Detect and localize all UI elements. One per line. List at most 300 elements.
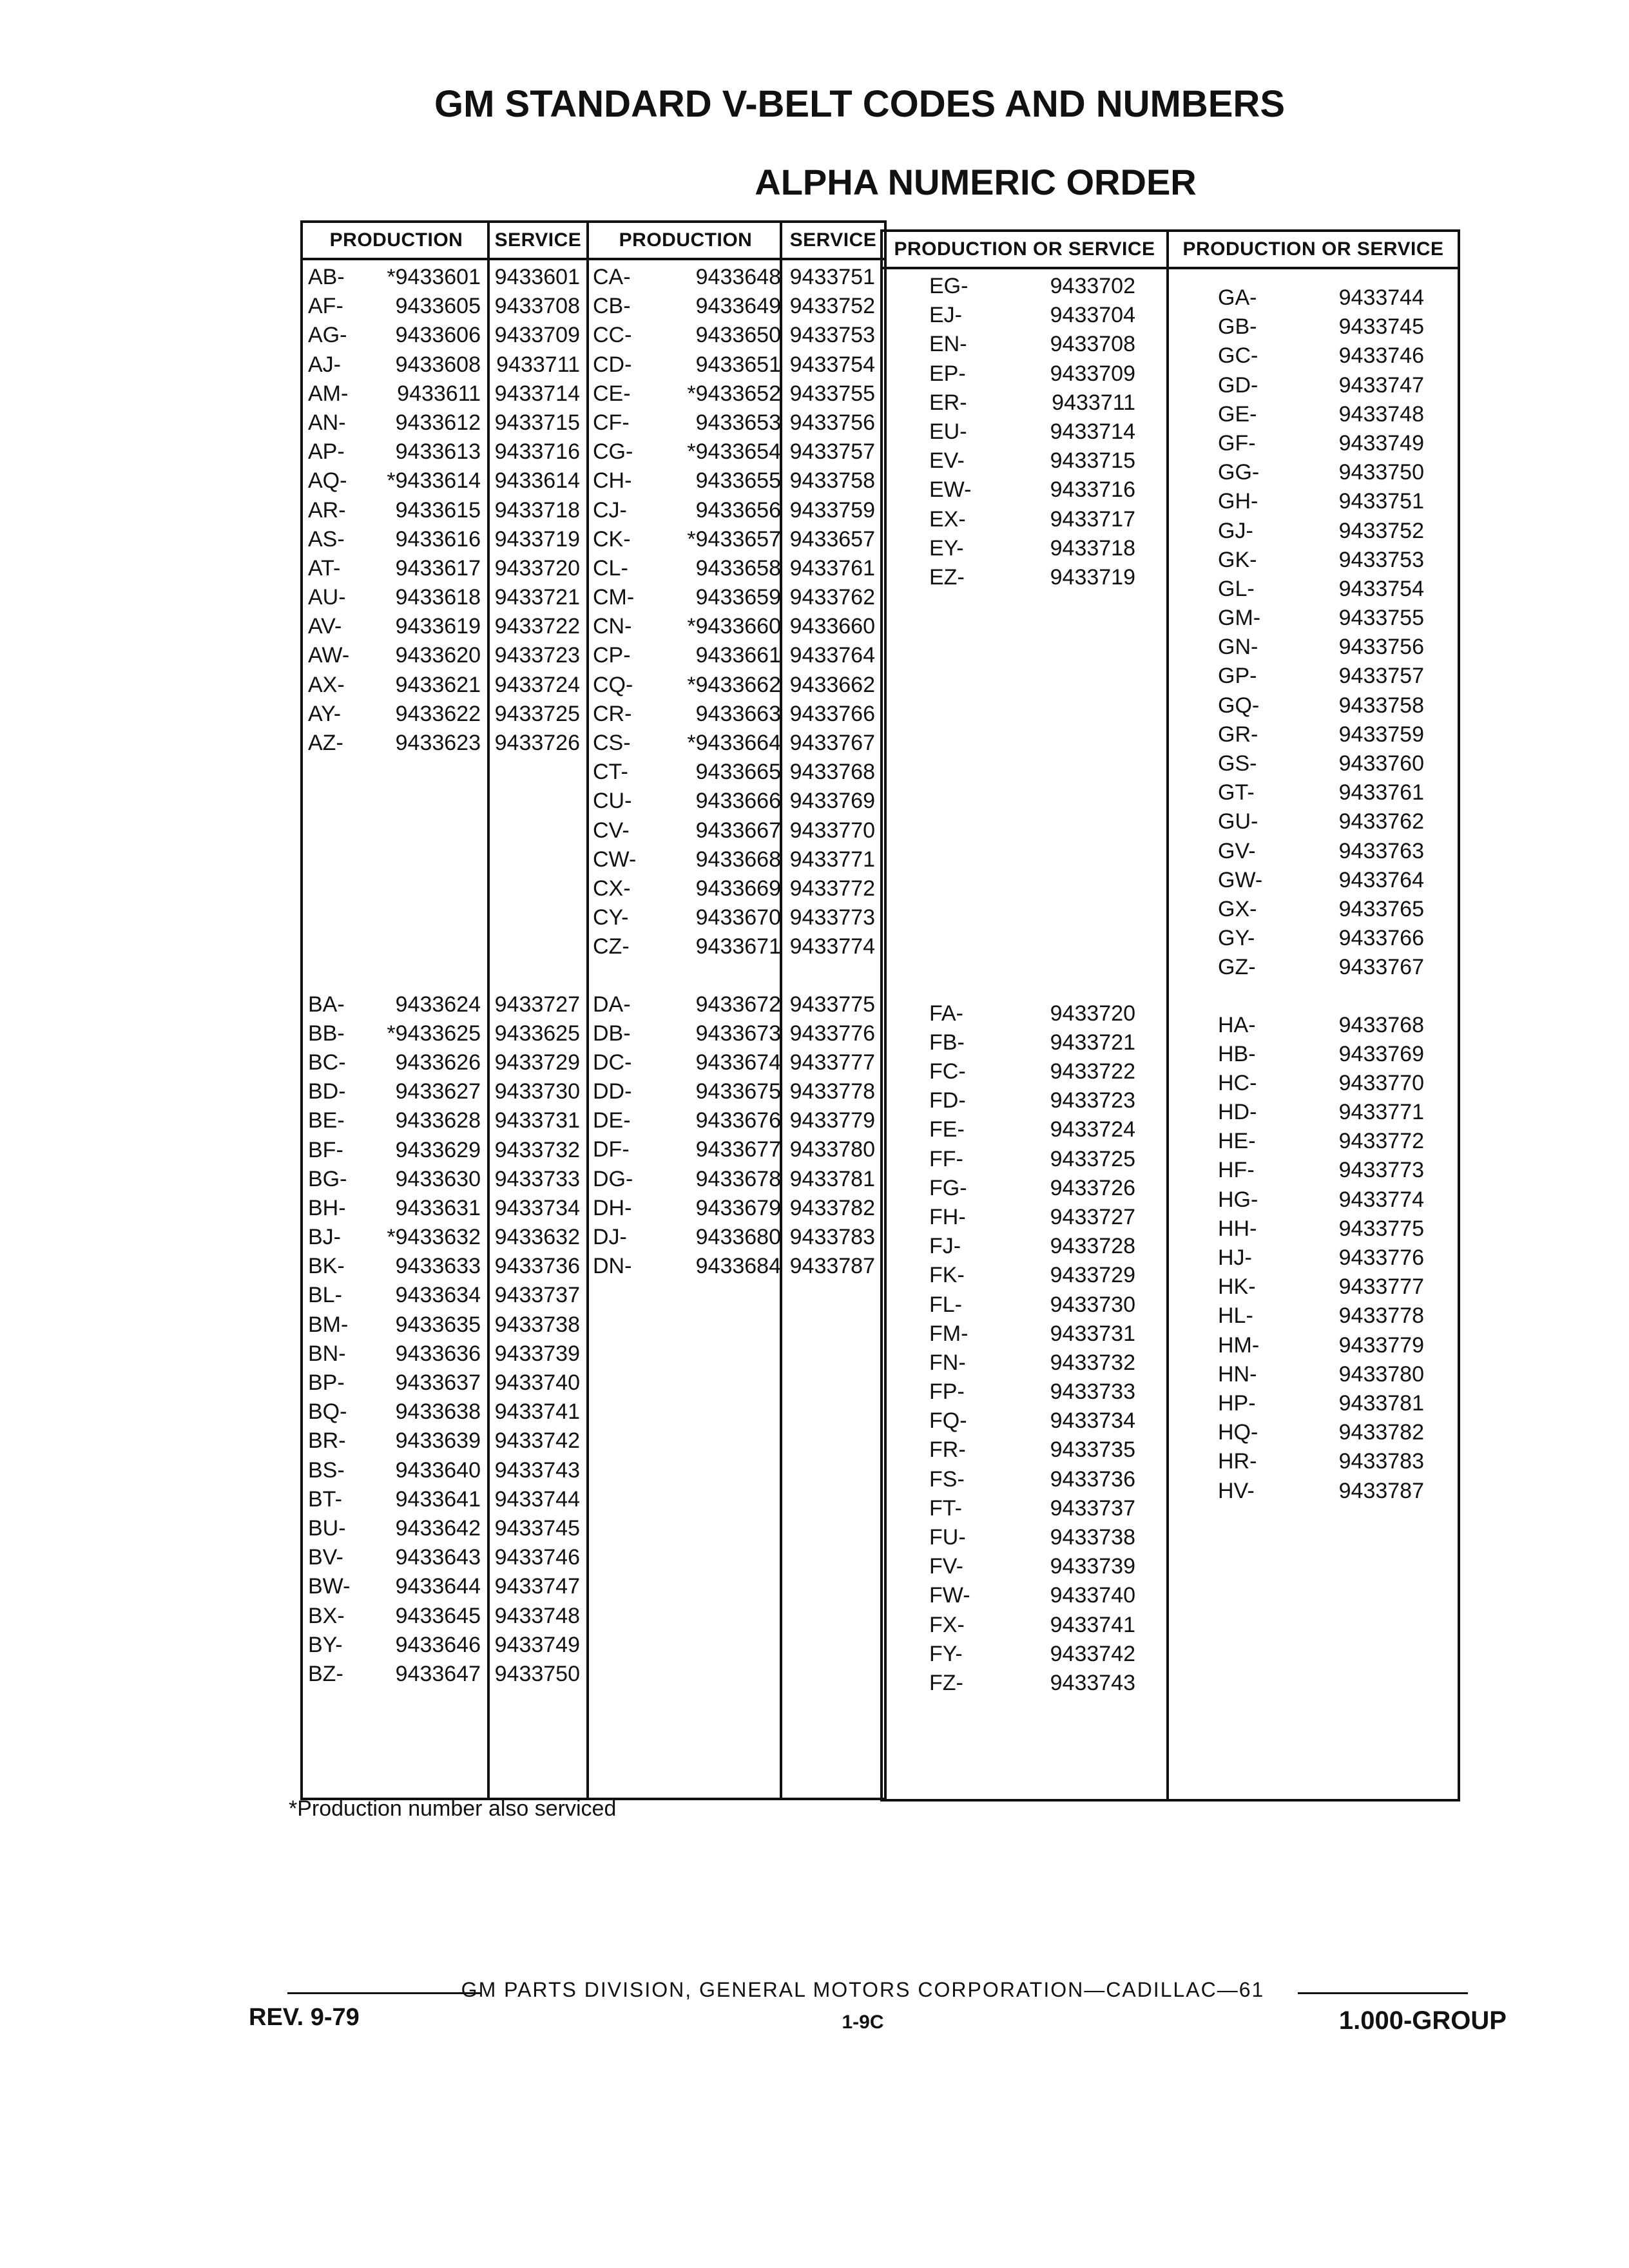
code-row xyxy=(593,1048,883,1077)
service-number: 9433721 xyxy=(494,585,580,610)
belt-code: BP- xyxy=(308,1370,345,1396)
part-number: 9433637 xyxy=(395,1370,481,1396)
belt-code: HP- xyxy=(1218,1390,1256,1416)
service-number: 9433783 xyxy=(789,1225,875,1249)
code-row xyxy=(1218,1040,1450,1069)
code-row xyxy=(929,1640,1161,1669)
part-number: 9433764 xyxy=(1338,867,1424,892)
service-number: 9433739 xyxy=(494,1341,580,1366)
belt-code: CJ- xyxy=(593,497,627,523)
belt-code: AX- xyxy=(308,672,345,697)
service-number: 9433714 xyxy=(494,381,580,406)
belt-code: GS- xyxy=(1218,751,1257,776)
belt-code: FC- xyxy=(929,1059,966,1084)
belt-code: CH- xyxy=(593,468,632,494)
belt-code: DJ- xyxy=(593,1225,627,1249)
part-number: 9433612 xyxy=(395,410,481,435)
service-number: 9433778 xyxy=(789,1079,875,1104)
header-service-1: SERVICE xyxy=(490,223,586,260)
code-row xyxy=(1218,429,1450,458)
header-production-or-service-1: PRODUCTION OR SERVICE xyxy=(883,232,1166,269)
part-number: 9433771 xyxy=(1338,1100,1424,1125)
code-row xyxy=(308,1281,586,1310)
part-number: 9433738 xyxy=(1050,1525,1135,1550)
service-number: 9433772 xyxy=(789,876,875,901)
page-number: 1-9C xyxy=(842,2012,884,2033)
belt-code: AB- xyxy=(308,265,345,289)
part-number: 9433646 xyxy=(395,1632,481,1657)
code-row xyxy=(308,1019,586,1048)
belt-code: GT- xyxy=(1218,780,1255,805)
belt-code: CL- xyxy=(593,555,628,581)
belt-code: BC- xyxy=(308,1050,346,1075)
service-number: 9433767 xyxy=(789,731,875,755)
code-row xyxy=(308,1194,586,1223)
part-number: 9433743 xyxy=(1050,1670,1135,1695)
belt-code: GG- xyxy=(1218,460,1260,485)
code-row xyxy=(308,1572,586,1601)
code-row xyxy=(929,1494,1161,1523)
code-row xyxy=(1218,866,1450,895)
part-number: 9433744 xyxy=(1338,285,1424,310)
part-number: 9433649 xyxy=(695,294,781,319)
code-row xyxy=(929,1203,1161,1232)
part-number: 9433633 xyxy=(395,1254,481,1279)
code-row xyxy=(593,1106,883,1135)
part-number: 9433729 xyxy=(1050,1263,1135,1288)
code-row xyxy=(593,1194,883,1223)
belt-code: GH- xyxy=(1218,489,1258,514)
part-number: 9433721 xyxy=(1050,1030,1135,1055)
belt-code: FL- xyxy=(929,1292,962,1317)
belt-code: GN- xyxy=(1218,635,1258,660)
part-number: 9433635 xyxy=(395,1312,481,1337)
service-number: 9433770 xyxy=(789,818,875,843)
belt-code: HM- xyxy=(1218,1332,1260,1358)
code-row xyxy=(1218,1098,1450,1127)
part-number: 9433740 xyxy=(1050,1583,1135,1608)
part-number: 9433714 xyxy=(1050,419,1135,444)
code-row xyxy=(308,408,586,437)
belt-code: GB- xyxy=(1218,314,1257,340)
service-number: 9433724 xyxy=(494,672,580,697)
service-number: 9433736 xyxy=(494,1254,580,1279)
code-row xyxy=(929,389,1161,418)
belt-code: DB- xyxy=(593,1021,631,1046)
service-number: 9433747 xyxy=(494,1574,580,1599)
code-row xyxy=(593,351,883,380)
part-number: 9433772 xyxy=(1338,1129,1424,1154)
service-number: 9433766 xyxy=(789,701,875,726)
code-row xyxy=(593,321,883,350)
belt-code: CQ- xyxy=(593,672,633,697)
code-row xyxy=(929,447,1161,476)
part-number: 9433643 xyxy=(395,1545,481,1570)
code-row xyxy=(1218,458,1450,487)
code-row xyxy=(929,999,1161,1028)
code-group xyxy=(929,272,1161,592)
footnote: *Production number also serviced xyxy=(289,1796,617,1821)
belt-code: FN- xyxy=(929,1350,966,1375)
code-row xyxy=(593,612,883,641)
c-series-g-h xyxy=(1218,272,1450,1506)
code-row xyxy=(1218,633,1450,662)
code-row xyxy=(929,1261,1161,1290)
column-divider xyxy=(586,223,589,1798)
code-row xyxy=(593,932,883,961)
part-number: 9433754 xyxy=(1338,576,1424,601)
service-number: 9433614 xyxy=(494,468,580,494)
belt-code: GV- xyxy=(1218,838,1256,863)
service-number: 9433782 xyxy=(789,1195,875,1220)
footer-division: GM PARTS DIVISION, GENERAL MOTORS CORPORATION—CADILLAC—61 xyxy=(461,1978,1265,2001)
service-number: 9433787 xyxy=(789,1254,875,1279)
code-row xyxy=(929,272,1161,301)
part-number: 9433644 xyxy=(395,1574,481,1599)
code-row xyxy=(929,1407,1161,1436)
code-row xyxy=(929,1436,1161,1465)
belt-code: HC- xyxy=(1218,1070,1257,1095)
code-row xyxy=(1218,312,1450,341)
part-number: 9433677 xyxy=(695,1137,781,1162)
part-number: 9433756 xyxy=(1338,635,1424,660)
belt-code: EZ- xyxy=(929,564,965,590)
code-row xyxy=(593,496,883,525)
part-number: 9433655 xyxy=(695,468,781,494)
code-group xyxy=(308,263,586,758)
belt-code: AQ- xyxy=(308,468,347,494)
belt-code: FK- xyxy=(929,1263,965,1288)
code-row xyxy=(593,1019,883,1048)
code-row xyxy=(929,1552,1161,1581)
code-row xyxy=(929,1669,1161,1698)
service-number: 9433722 xyxy=(494,614,580,639)
belt-code: CE- xyxy=(593,381,631,406)
service-number: 9433723 xyxy=(494,643,580,668)
belt-code: GW- xyxy=(1218,867,1263,892)
part-number: *9433652 xyxy=(687,381,781,406)
part-number: *9433662 xyxy=(687,672,781,697)
service-number: 9433775 xyxy=(789,992,875,1017)
belt-code: EG- xyxy=(929,274,969,298)
service-number: 9433732 xyxy=(494,1137,580,1162)
service-number: 9433738 xyxy=(494,1312,580,1337)
part-number: 9433762 xyxy=(1338,809,1424,834)
code-row xyxy=(929,1086,1161,1115)
belt-code: FG- xyxy=(929,1175,967,1200)
part-number: 9433678 xyxy=(695,1166,781,1191)
belt-code: CK- xyxy=(593,526,631,552)
code-row xyxy=(308,1398,586,1427)
part-number: 9433608 xyxy=(395,352,481,377)
code-row xyxy=(929,1291,1161,1320)
code-row xyxy=(308,1456,586,1485)
part-number: 9433630 xyxy=(395,1166,481,1191)
part-number: 9433665 xyxy=(695,760,781,785)
part-number: 9433725 xyxy=(1050,1146,1135,1171)
code-row xyxy=(593,380,883,408)
part-number: 9433715 xyxy=(1050,448,1135,474)
belt-code: CT- xyxy=(593,760,628,785)
part-number: 9433651 xyxy=(695,352,781,377)
code-group xyxy=(593,990,883,1282)
code-row xyxy=(1218,1186,1450,1215)
part-number: 9433663 xyxy=(695,701,781,726)
part-number: 9433605 xyxy=(395,294,481,319)
belt-code: GM- xyxy=(1218,606,1261,631)
service-number: 9433746 xyxy=(494,1545,580,1570)
part-number: 9433774 xyxy=(1338,1187,1424,1212)
footer-rule xyxy=(1298,1992,1468,1994)
code-row xyxy=(1218,895,1450,924)
service-number: 9433733 xyxy=(494,1166,580,1191)
part-number: 9433728 xyxy=(1050,1234,1135,1259)
part-number: 9433606 xyxy=(395,323,481,348)
code-row xyxy=(593,583,883,612)
belt-code: BX- xyxy=(308,1603,345,1628)
service-number: 9433719 xyxy=(494,526,580,552)
belt-code: CP- xyxy=(593,643,631,668)
service-number: 9433754 xyxy=(789,352,875,377)
service-number: 9433779 xyxy=(789,1108,875,1133)
code-row xyxy=(1218,1069,1450,1098)
belt-code: BL- xyxy=(308,1283,342,1308)
code-row xyxy=(1218,807,1450,836)
code-row xyxy=(929,360,1161,389)
belt-code: BT- xyxy=(308,1486,342,1512)
code-row xyxy=(308,1165,586,1194)
service-number: 9433708 xyxy=(494,294,580,319)
code-row xyxy=(308,1543,586,1572)
belt-code: GA- xyxy=(1218,285,1257,310)
service-number: 9433730 xyxy=(494,1079,580,1104)
part-number: 9433779 xyxy=(1338,1332,1424,1358)
part-number: 9433755 xyxy=(1338,606,1424,631)
code-row xyxy=(593,1252,883,1281)
belt-code: CW- xyxy=(593,847,637,872)
code-row xyxy=(1218,341,1450,370)
part-number: 9433648 xyxy=(695,265,781,289)
code-row xyxy=(1218,1011,1450,1040)
part-number: 9433719 xyxy=(1050,564,1135,590)
belt-code: AV- xyxy=(308,614,342,639)
service-number: 9433740 xyxy=(494,1370,580,1396)
service-number: 9433761 xyxy=(789,555,875,581)
belt-code: GQ- xyxy=(1218,693,1260,718)
service-number: 9433762 xyxy=(789,585,875,610)
part-number: 9433640 xyxy=(395,1457,481,1483)
code-row xyxy=(929,1465,1161,1494)
code-row xyxy=(308,321,586,350)
part-number: 9433722 xyxy=(1050,1059,1135,1084)
code-row xyxy=(593,816,883,845)
code-row xyxy=(1218,1127,1450,1156)
belt-code: AG- xyxy=(308,323,347,348)
belt-code: BH- xyxy=(308,1195,346,1220)
service-number: 9433662 xyxy=(789,672,875,697)
code-row xyxy=(308,466,586,495)
code-row xyxy=(593,903,883,932)
code-row xyxy=(308,1106,586,1135)
belt-code: FT- xyxy=(929,1495,962,1521)
belt-code: HA- xyxy=(1218,1012,1256,1037)
code-row xyxy=(1218,1331,1450,1360)
part-number: 9433638 xyxy=(395,1399,481,1425)
header-production-or-service-2: PRODUCTION OR SERVICE xyxy=(1169,232,1458,269)
belt-code: GC- xyxy=(1218,343,1258,369)
service-number: 9433773 xyxy=(789,905,875,930)
part-number: *9433601 xyxy=(387,265,481,289)
belt-code: HJ- xyxy=(1218,1245,1252,1270)
part-number: 9433749 xyxy=(1338,430,1424,456)
code-row xyxy=(1218,953,1450,982)
code-row xyxy=(593,437,883,466)
code-row xyxy=(308,1077,586,1106)
code-row xyxy=(593,1135,883,1164)
part-number: 9433732 xyxy=(1050,1350,1135,1375)
code-row xyxy=(308,1369,586,1398)
belt-code: DC- xyxy=(593,1050,632,1075)
column-divider xyxy=(1166,232,1169,1799)
c-series-c-d xyxy=(593,263,883,1281)
part-number: 9433782 xyxy=(1338,1420,1424,1445)
part-number: 9433773 xyxy=(1338,1158,1424,1183)
code-row xyxy=(1218,1360,1450,1389)
code-row xyxy=(1218,284,1450,312)
code-row xyxy=(308,1252,586,1281)
code-row xyxy=(929,1349,1161,1378)
part-number: 9433724 xyxy=(1050,1117,1135,1142)
belt-code: GZ- xyxy=(1218,955,1256,980)
part-number: *9433654 xyxy=(687,439,781,465)
code-row xyxy=(929,330,1161,359)
service-number: 9433632 xyxy=(494,1225,580,1250)
belt-code: CX- xyxy=(593,876,631,901)
belt-code: CR- xyxy=(593,701,632,726)
part-number: 9433720 xyxy=(1050,1001,1135,1026)
service-number: 9433720 xyxy=(494,555,580,581)
belt-code: CS- xyxy=(593,731,631,755)
part-number: 9433704 xyxy=(1050,303,1135,328)
code-row xyxy=(308,729,586,758)
belt-code: FX- xyxy=(929,1612,965,1637)
part-number: 9433757 xyxy=(1338,664,1424,689)
part-number: 9433613 xyxy=(395,439,481,465)
code-row xyxy=(929,476,1161,505)
part-number: 9433778 xyxy=(1338,1303,1424,1329)
service-number: 9433743 xyxy=(494,1457,580,1483)
belt-code: GD- xyxy=(1218,372,1258,398)
part-number: 9433670 xyxy=(695,905,781,930)
code-row xyxy=(593,874,883,903)
code-row xyxy=(929,1145,1161,1174)
code-row xyxy=(1218,400,1450,429)
code-row xyxy=(1218,517,1450,546)
part-number: 9433747 xyxy=(1338,372,1424,398)
code-row xyxy=(929,1320,1161,1349)
belt-code: EW- xyxy=(929,477,972,503)
part-number: 9433718 xyxy=(1050,535,1135,561)
service-number: 9433657 xyxy=(789,526,875,552)
part-number: 9433761 xyxy=(1338,780,1424,805)
code-row xyxy=(593,729,883,758)
page-title: GM STANDARD V-BELT CODES AND NUMBERS xyxy=(434,83,1286,125)
belt-code: DD- xyxy=(593,1079,632,1104)
part-number: 9433766 xyxy=(1338,926,1424,951)
code-row xyxy=(593,641,883,670)
belt-code: HD- xyxy=(1218,1100,1257,1125)
belt-code: HR- xyxy=(1218,1449,1257,1474)
part-number: *9433657 xyxy=(687,526,781,552)
belt-code: GJ- xyxy=(1218,518,1253,543)
code-row xyxy=(593,845,883,874)
code-row xyxy=(929,563,1161,592)
code-row xyxy=(593,525,883,554)
code-row xyxy=(1218,691,1450,720)
service-number: 9433727 xyxy=(494,992,580,1017)
code-group xyxy=(593,263,883,962)
code-row xyxy=(593,1165,883,1194)
part-number: 9433676 xyxy=(695,1108,781,1133)
code-row xyxy=(1218,1215,1450,1244)
belt-code: FY- xyxy=(929,1641,963,1666)
belt-code: BU- xyxy=(308,1515,346,1541)
code-row xyxy=(929,1057,1161,1086)
belt-code: BK- xyxy=(308,1254,345,1279)
belt-code: AW- xyxy=(308,643,350,668)
code-row xyxy=(1218,371,1450,400)
code-row xyxy=(1218,575,1450,604)
service-number: 9433764 xyxy=(789,643,875,668)
part-number: 9433622 xyxy=(395,701,481,726)
code-row xyxy=(929,505,1161,534)
service-number: 9433731 xyxy=(494,1108,580,1133)
code-row xyxy=(929,1523,1161,1552)
part-number: 9433628 xyxy=(395,1108,481,1133)
code-row xyxy=(929,1028,1161,1057)
part-number: 9433647 xyxy=(395,1661,481,1686)
belt-code: ER- xyxy=(929,390,967,415)
part-number: 9433775 xyxy=(1338,1216,1424,1241)
belt-code: BG- xyxy=(308,1166,347,1191)
belt-code: CB- xyxy=(593,294,631,319)
part-number: 9433624 xyxy=(395,992,481,1017)
part-number: 9433679 xyxy=(695,1195,781,1220)
belt-code: FD- xyxy=(929,1088,966,1113)
belt-code: BZ- xyxy=(308,1661,343,1686)
belt-code: FV- xyxy=(929,1554,963,1579)
part-number: 9433708 xyxy=(1050,332,1135,357)
code-row xyxy=(1218,546,1450,575)
code-row xyxy=(308,263,586,292)
part-number: 9433734 xyxy=(1050,1408,1135,1434)
group-label: 1.000-GROUP xyxy=(1338,2006,1507,2035)
belt-code: EJ- xyxy=(929,303,962,328)
belt-code: EP- xyxy=(929,361,966,386)
part-number: 9433746 xyxy=(1338,343,1424,369)
code-row xyxy=(593,787,883,816)
belt-code: FJ- xyxy=(929,1234,961,1259)
service-number: 9433744 xyxy=(494,1486,580,1512)
belt-code: AY- xyxy=(308,701,342,726)
code-row xyxy=(593,700,883,729)
part-number: 9433675 xyxy=(695,1079,781,1104)
code-row xyxy=(593,1223,883,1252)
belt-code: FF- xyxy=(929,1146,963,1171)
code-row xyxy=(1218,1273,1450,1302)
service-number: 9433737 xyxy=(494,1283,580,1308)
part-number: 9433753 xyxy=(1338,547,1424,572)
